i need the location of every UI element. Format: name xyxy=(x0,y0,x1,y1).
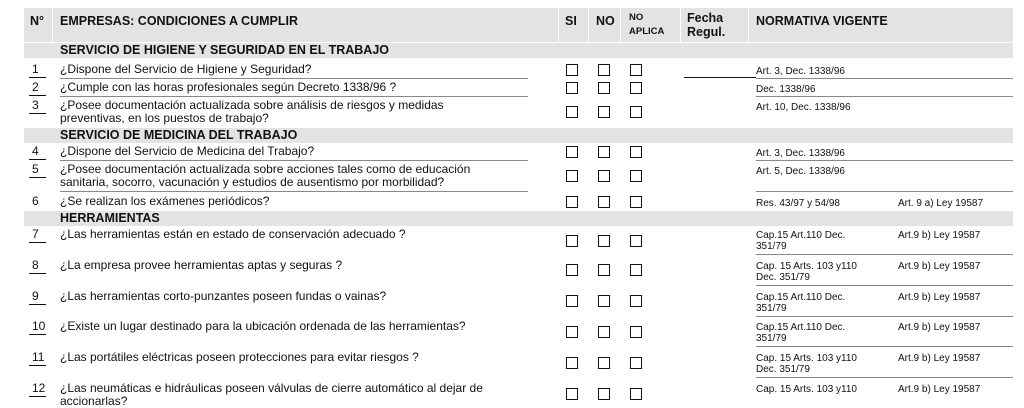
row-number: 5 xyxy=(32,162,39,176)
header-normativa: NORMATIVA VIGENTE xyxy=(756,14,888,28)
si-checkbox[interactable] xyxy=(566,235,578,247)
row-number: 1 xyxy=(32,62,39,76)
normativa-text xyxy=(756,292,864,314)
normativa-line-2: 351/79 xyxy=(756,303,787,314)
divider xyxy=(60,96,528,97)
no-checkbox[interactable] xyxy=(598,106,610,118)
header-num: N° xyxy=(30,14,45,28)
row-number: 8 xyxy=(32,258,39,272)
divider xyxy=(60,160,528,161)
no-aplica-checkbox[interactable] xyxy=(630,235,642,247)
divider xyxy=(29,95,46,96)
normativa-text: Cap. 15 Arts. 103 y110 xyxy=(756,384,857,395)
section-title: HERRAMIENTAS xyxy=(60,211,160,225)
header-no-aplica-1: NO xyxy=(629,12,644,23)
question-line-1: ¿Posee documentación actualizada sobre análisis de riesgos y medidas xyxy=(60,98,444,112)
question-text: ¿Cumple con las horas profesionales según Decreto 1338/96 ? xyxy=(60,80,397,94)
normativa-law-text: Art.9 b) Ley 19587 xyxy=(898,261,981,272)
question-line-2: sanitaria, socorro, vacunación y estudios de ausentismo por morbilidad? xyxy=(60,175,445,189)
question-line-2: preventivas, en los puestos de trabajo? xyxy=(60,111,269,125)
no-checkbox[interactable] xyxy=(598,388,610,400)
question-text: ¿Existe un lugar destinado para la ubicación ordenada de las herramientas? xyxy=(60,319,466,333)
divider xyxy=(29,159,46,160)
row-number: 2 xyxy=(32,80,39,94)
no-aplica-checkbox[interactable] xyxy=(630,326,642,338)
si-checkbox[interactable] xyxy=(566,264,578,276)
normativa-text: Res. 43/97 y 54/98 xyxy=(756,198,840,209)
row-number: 7 xyxy=(32,227,39,241)
divider xyxy=(60,191,528,192)
question-text: ¿Las portátiles eléctricas poseen protecciones para evitar riesgos ? xyxy=(60,350,419,364)
si-checkbox[interactable] xyxy=(566,64,578,76)
header-no: NO xyxy=(596,14,615,28)
si-checkbox[interactable] xyxy=(566,82,578,94)
no-checkbox[interactable] xyxy=(598,82,610,94)
divider xyxy=(756,78,1013,79)
no-checkbox[interactable] xyxy=(598,264,610,276)
no-checkbox[interactable] xyxy=(598,326,610,338)
no-aplica-checkbox[interactable] xyxy=(630,64,642,76)
no-aplica-checkbox[interactable] xyxy=(630,82,642,94)
question-text xyxy=(60,382,530,408)
question-line-1: ¿Posee documentación actualizada sobre acciones tales como de educación xyxy=(60,162,471,176)
no-aplica-checkbox[interactable] xyxy=(630,170,642,182)
question-text xyxy=(60,99,530,125)
divider xyxy=(756,346,1013,347)
si-checkbox[interactable] xyxy=(566,295,578,307)
section-title: SERVICIO DE HIGIENE Y SEGURIDAD EN EL TRABAJO xyxy=(60,43,390,57)
normativa-line-1: Cap.15 Art.110 Dec. xyxy=(756,322,846,333)
normativa-text: Art. 10, Dec. 1338/96 xyxy=(756,102,851,113)
divider xyxy=(29,242,46,243)
divider xyxy=(29,396,46,397)
divider xyxy=(756,285,1013,286)
header-divider xyxy=(558,8,559,42)
header-si: SI xyxy=(565,14,577,28)
header-divider xyxy=(588,8,589,42)
header-divider xyxy=(52,8,53,42)
question-text xyxy=(60,163,530,189)
no-aplica-checkbox[interactable] xyxy=(630,295,642,307)
divider xyxy=(756,254,1013,255)
row-number: 3 xyxy=(32,98,39,112)
section-title: SERVICIO DE MEDICINA DEL TRABAJO xyxy=(60,128,298,142)
question-text: ¿Dispone del Servicio de Higiene y Seguridad? xyxy=(60,62,312,76)
normativa-line-1: Cap.15 Art.110 Dec. xyxy=(756,292,846,303)
normativa-law-text: Art.9 b) Ley 19587 xyxy=(898,292,981,303)
row-number: 10 xyxy=(32,319,46,333)
divider xyxy=(756,191,1013,192)
section-herramientas xyxy=(24,211,1013,226)
normativa-law-text: Art.9 b) Ley 19587 xyxy=(898,384,981,395)
normativa-line-2: Dec. 351/79 xyxy=(756,272,810,283)
no-checkbox[interactable] xyxy=(598,295,610,307)
normativa-text xyxy=(756,353,864,375)
header-fecha-1: Fecha xyxy=(687,11,724,25)
divider xyxy=(29,177,46,178)
question-text: ¿Se realizan los exámenes periódicos? xyxy=(60,194,270,208)
no-aplica-checkbox[interactable] xyxy=(630,146,642,158)
no-checkbox[interactable] xyxy=(598,64,610,76)
no-aplica-checkbox[interactable] xyxy=(630,357,642,369)
si-checkbox[interactable] xyxy=(566,357,578,369)
divider xyxy=(29,334,46,335)
divider xyxy=(29,113,46,114)
normativa-line-1: Cap.15 Art.110 Dec. xyxy=(756,230,846,241)
si-checkbox[interactable] xyxy=(566,170,578,182)
header-fecha-2: Regul. xyxy=(687,25,726,39)
header-divider xyxy=(748,8,749,42)
no-checkbox[interactable] xyxy=(598,196,610,208)
no-aplica-checkbox[interactable] xyxy=(630,196,642,208)
header-divider xyxy=(680,8,681,42)
divider xyxy=(29,304,46,305)
normativa-text: Art. 3, Dec. 1338/96 xyxy=(756,66,845,77)
no-aplica-checkbox[interactable] xyxy=(630,106,642,118)
row-number: 4 xyxy=(32,144,39,158)
normativa-line-2: 351/79 xyxy=(756,333,787,344)
question-text: ¿Las herramientas corto-punzantes poseen fundas o vainas? xyxy=(60,289,387,303)
divider xyxy=(756,96,1013,97)
normativa-text xyxy=(756,230,864,252)
no-checkbox[interactable] xyxy=(598,357,610,369)
normativa-text: Art. 3, Dec. 1338/96 xyxy=(756,148,845,159)
normativa-text xyxy=(756,261,864,283)
question-text: ¿Dispone del Servicio de Medicina del Trabajo? xyxy=(60,144,315,158)
normativa-law-text: Art. 9 a) Ley 19587 xyxy=(898,198,984,209)
divider xyxy=(756,316,1013,317)
fecha-field[interactable] xyxy=(684,77,756,78)
normativa-law-text: Art.9 b) Ley 19587 xyxy=(898,322,981,333)
no-checkbox[interactable] xyxy=(598,146,610,158)
normativa-line-1: Cap. 15 Arts. 103 y110 xyxy=(756,353,857,364)
normativa-law-text: Art.9 b) Ley 19587 xyxy=(898,353,981,364)
normativa-line-2: 351/79 xyxy=(756,241,787,252)
si-checkbox[interactable] xyxy=(566,196,578,208)
divider xyxy=(756,377,1013,378)
no-aplica-checkbox[interactable] xyxy=(630,388,642,400)
divider xyxy=(756,160,1013,161)
header-divider xyxy=(620,8,621,42)
section-higiene xyxy=(24,43,1013,58)
si-checkbox[interactable] xyxy=(566,106,578,118)
normativa-line-2: Dec. 351/79 xyxy=(756,364,810,375)
normativa-text: Art. 5, Dec. 1338/96 xyxy=(756,166,845,177)
no-checkbox[interactable] xyxy=(598,235,610,247)
question-line-2: accionarlas? xyxy=(60,394,128,408)
divider xyxy=(29,365,46,366)
divider xyxy=(29,77,46,78)
row-number: 6 xyxy=(32,194,39,208)
normativa-text: Dec. 1338/96 xyxy=(756,84,816,95)
header-empresas: EMPRESAS: CONDICIONES A CUMPLIR xyxy=(60,14,298,28)
si-checkbox[interactable] xyxy=(566,146,578,158)
no-aplica-checkbox[interactable] xyxy=(630,264,642,276)
row-number: 12 xyxy=(32,381,46,395)
normativa-line-1: Cap. 15 Arts. 103 y110 xyxy=(756,261,857,272)
row-number: 9 xyxy=(32,289,39,303)
header-no-aplica-2: APLICA xyxy=(629,26,665,37)
question-text: ¿Las herramientas están en estado de conservación adecuado ? xyxy=(60,227,406,241)
question-text: ¿La empresa provee herramientas aptas y seguras ? xyxy=(60,258,343,272)
normativa-law-text: Art.9 b) Ley 19587 xyxy=(898,230,981,241)
normativa-text xyxy=(756,322,864,344)
row-number: 11 xyxy=(32,350,45,364)
si-checkbox[interactable] xyxy=(566,388,578,400)
section-medicina xyxy=(24,128,1013,143)
divider xyxy=(29,273,46,274)
question-line-1: ¿Las neumáticas e hidráulicas poseen válvulas de cierre automático al dejar de xyxy=(60,381,483,395)
si-checkbox[interactable] xyxy=(566,326,578,338)
no-checkbox[interactable] xyxy=(598,170,610,182)
divider xyxy=(60,78,528,79)
